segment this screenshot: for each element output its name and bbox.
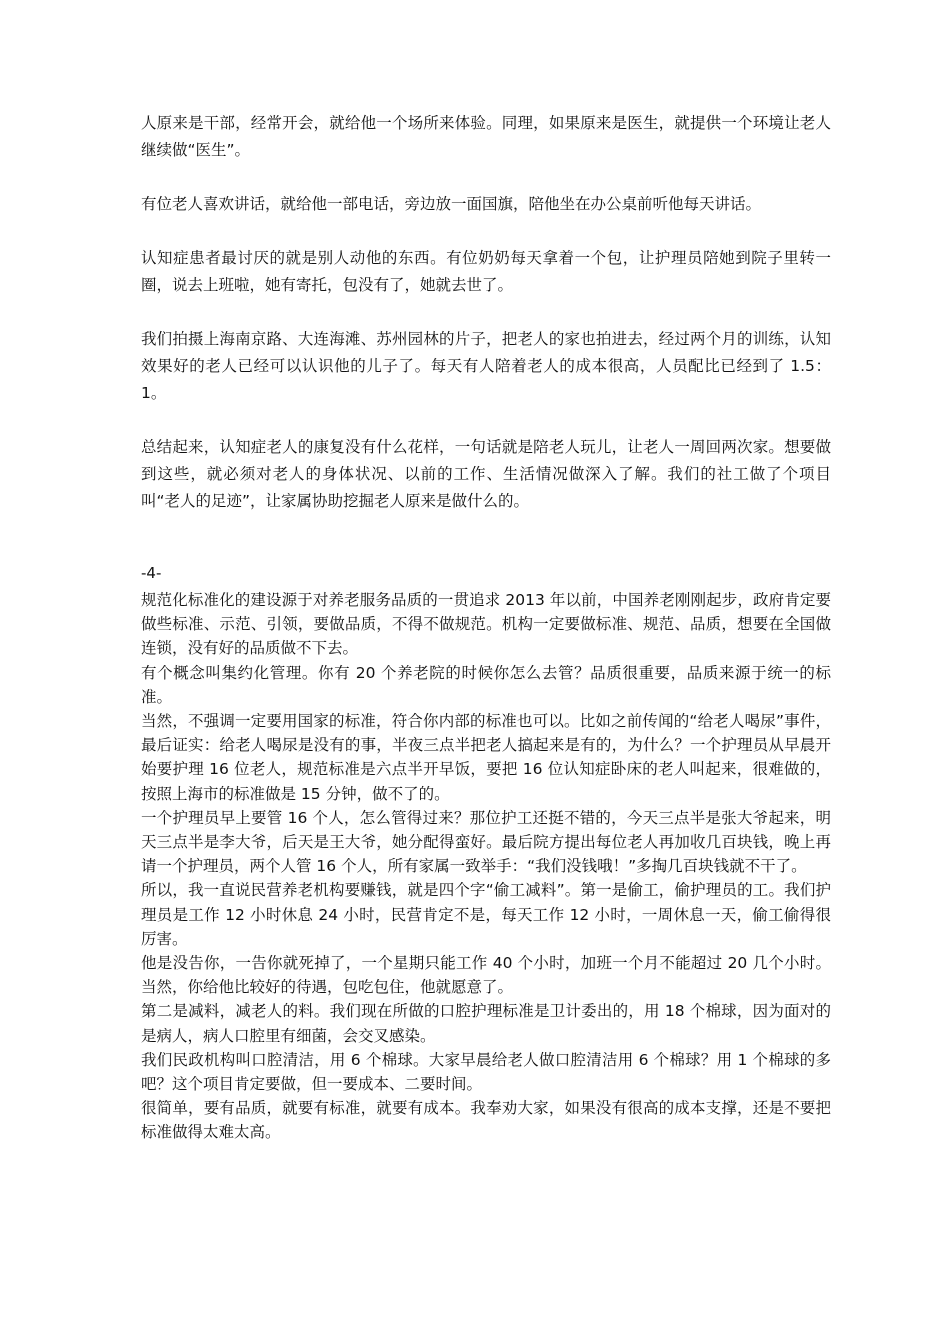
- paragraph: 规范化标准化的建设源于对养老服务品质的一贯追求 2013 年以前，中国养老刚刚起步，政府肯定要做些标准、示范、引领，要做品质，不得不做规范。机构一定要做标准、规范、品质，想要在全国做连锁，没有好的品质做不下去。: [141, 591, 831, 658]
- page-number-marker: -4-: [141, 564, 162, 582]
- paragraph: 一个护理员早上要管 16 个人，怎么管得过来？那位护工还挺不错的，今天三点半是张大爷起来，明天三点半是李大爷，后天是王大爷，她分配得蛮好。最后院方提出每位老人再加收几百块钱，晚上再请一个护理员，两个人管 16 个人，所有家属一致举手：“我们没钱哦！”多掏几百块钱就不干了。: [141, 808, 831, 876]
- paragraph: 我们民政机构叫口腔清洁，用 6 个棉球。大家早晨给老人做口腔清洁用 6 个棉球？用 1 个棉球的多吧？这个项目肯定要做，但一要成本、二要时间。: [141, 1050, 831, 1094]
- text-section-lower: [141, 588, 831, 1145]
- paragraph: 当然，不强调一定要用国家的标准，符合你内部的标准也可以。比如之前传闻的“给老人喝尿”事件，最后证实：给老人喝尿是没有的事，半夜三点半把老人搞起来是有的，为什么？一个护理员从早晨开始要护理 16 位老人，规范标准是六点半开早饭，要把 16 位认知症卧床的老人叫起来，很难做的，按照上海市的标准做是 15 分钟，做不了的。: [141, 712, 831, 803]
- text-section-upper: [141, 110, 831, 542]
- paragraph: 所以，我一直说民营养老机构要赚钱，就是四个字“偷工减料”。第一是偷工，偷护理员的工。我们护理员是工作 12 小时休息 24 小时，民营肯定不是，每天工作 12 小时，一周休息一天，偷工偷得很厉害。: [141, 881, 831, 948]
- paragraph: 总结起来，认知症老人的康复没有什么花样，一句话就是陪老人玩儿，让老人一周回两次家。想要做到这些，就必须对老人的身体状况、以前的工作、生活情况做深入了解。我们的社工做了个项目叫“老人的足迹”，让家属协助挖掘老人原来是做什么的。: [141, 438, 831, 510]
- paragraph: 有个概念叫集约化管理。你有 20 个养老院的时候你怎么去管？品质很重要，品质来源于统一的标准。: [141, 663, 831, 706]
- paragraph: 认知症患者最讨厌的就是别人动他的东西。有位奶奶每天拿着一个包，让护理员陪她到院子里转一圈，说去上班啦，她有寄托，包没有了，她就去世了。: [141, 249, 831, 294]
- paragraph: 有位老人喜欢讲话，就给他一部电话，旁边放一面国旗，陪他坐在办公桌前听他每天讲话。: [141, 195, 762, 213]
- paragraph: 很简单，要有品质，就要有标准，就要有成本。我奉劝大家，如果没有很高的成本支撑，还是不要把标准做得太难太高。: [141, 1099, 831, 1142]
- paragraph: 他是没告你，一告你就死掉了，一个星期只能工作 40 个小时，加班一个月不能超过 20 几个小时。当然，你给他比较好的待遇，包吃包住，他就愿意了。: [141, 954, 831, 997]
- paragraph: 第二是减料，减老人的料。我们现在所做的口腔护理标准是卫计委出的，用 18 个棉球，因为面对的是病人，病人口腔里有细菌，会交叉感染。: [141, 1002, 831, 1045]
- paragraph: 人原来是干部，经常开会，就给他一个场所来体验。同理，如果原来是医生，就提供一个环境让老人继续做“医生”。: [141, 114, 831, 159]
- paragraph: 我们拍摄上海南京路、大连海滩、苏州园林的片子，把老人的家也拍进去，经过两个月的训练，认知效果好的老人已经可以认识他的儿子了。每天有人陪着老人的成本很高，人员配比已经到了 1.5：1。: [141, 330, 831, 402]
